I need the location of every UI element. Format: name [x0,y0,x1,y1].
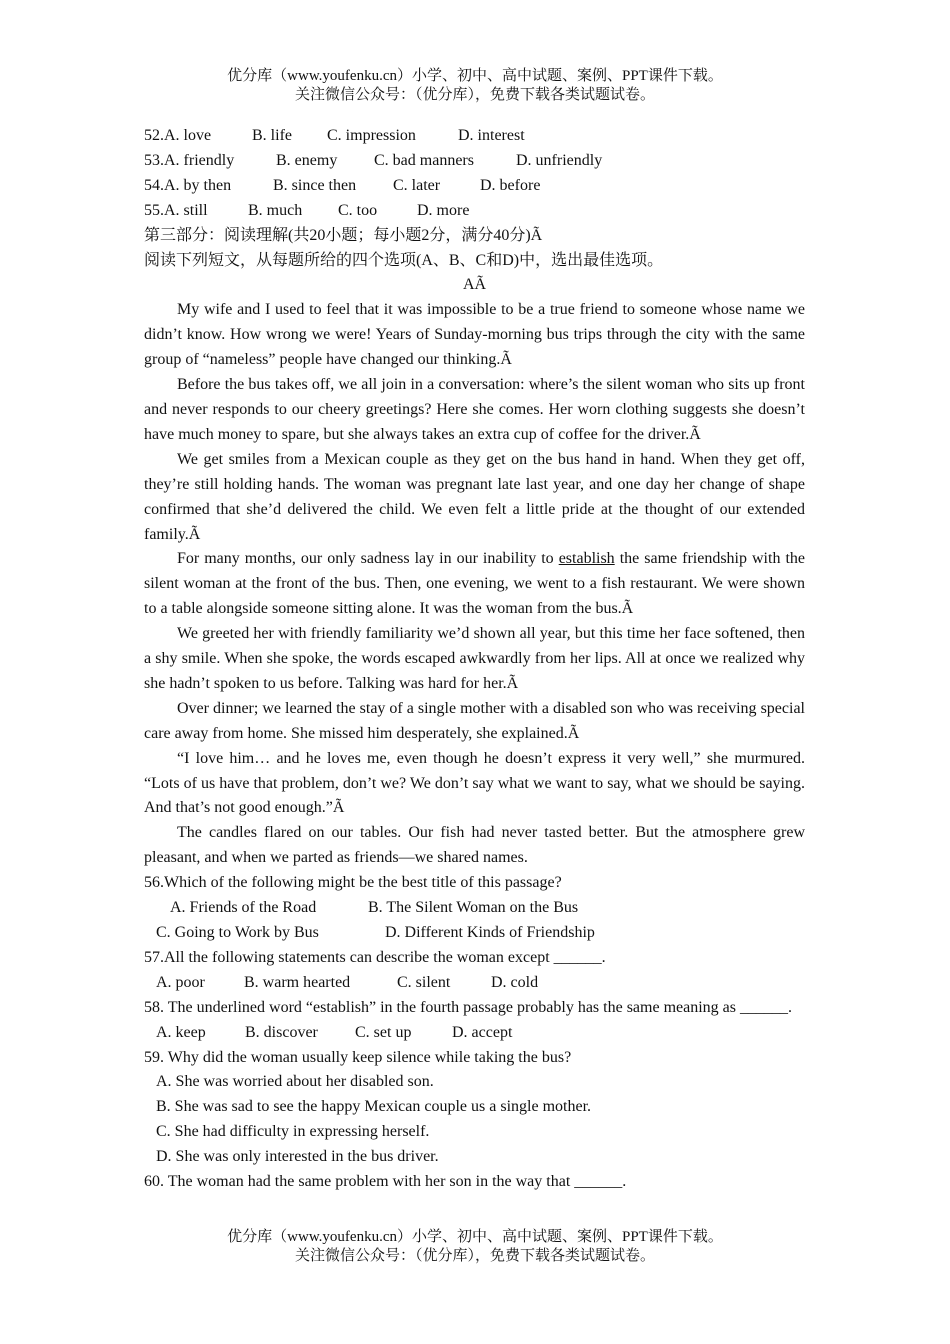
option-a: A. Friends of the Road [170,899,317,917]
question-57-stem: 57.All the following statements can describe the woman except ______. [144,948,606,966]
question-56-options-row-2 [144,921,805,946]
cloze-question-52 [144,124,805,149]
option-d: D. more [417,201,470,219]
footer-line-2: 关注微信公众号：（优分库），免费下载各类试题试卷。 [294,1248,655,1264]
option-c: C. later [393,176,441,194]
option-b: B. warm hearted [244,973,351,991]
question-58-options [144,1021,805,1046]
section-title: 第三部分：阅读理解(共20小题；每小题2分，满分40分)Ã [144,226,543,244]
option-b: B. life [252,127,292,144]
option-b: B. since then [273,176,357,194]
option-d: D. Different Kinds of Friendship [385,924,595,941]
option-a: A. still [164,201,208,219]
page-header [0,67,950,105]
cloze-question-54 [144,174,805,199]
option-c: C. impression [327,127,416,144]
question-60-stem: 60. The woman had the same problem with her son in the way that ______. [144,1173,627,1191]
question-number: 55. [144,201,164,219]
passage-label: AÃ [462,276,487,294]
header-line-1: 优分库（www.youfenku.cn）小学、初中、高中试题、案例、PPT课件下载。 [227,68,723,84]
paragraph-text: the same friendship with the silent woman at the front of the bus. Then, one evening, we went to a fish restaurant. We were shown to a table alongside someone sitting alone. It was the woman from the bus.Ã [144,550,805,618]
option-a: A. friendly [164,151,235,169]
header-line-2: 关注微信公众号：（优分库），免费下载各类试题试卷。 [294,87,655,103]
passage-paragraph-4 [144,547,805,622]
option-a: A. poor [156,973,205,991]
question-59-option-b: B. She was sad to see the happy Mexican couple us a single mother. [156,1098,592,1116]
option-b: B. much [248,201,303,219]
option-d: D. unfriendly [516,151,603,169]
question-56-options-row-1 [144,896,805,921]
option-a: A. keep [156,1023,206,1041]
page-footer [0,1228,950,1266]
option-c: C. Going to Work by Bus [156,924,319,941]
option-a: A. by then [164,176,232,194]
passage-paragraph-7: “I love him… and he loves me, even though he doesn’t express it very well,” she murmured. “Lots of us have that problem, don’t we? We don’t say what we want to say, what we should be saying. And that’s not good enough.”Ã [144,749,805,817]
question-59-stem: 59. Why did the woman usually keep silence while taking the bus? [144,1048,572,1066]
paragraph-text: For many months, our only sadness lay in our inability to [177,550,559,568]
underlined-word: establish [558,550,615,568]
passage-paragraph-8: The candles flared on our tables. Our fish had never tasted better. But the atmosphere grew pleasant, and when we parted as friends—we shared names. [144,824,805,867]
option-b: B. discover [245,1023,318,1041]
option-c: C. bad manners [374,151,474,169]
option-d: D. cold [491,973,539,991]
question-number: 52. [144,127,164,144]
option-b: B. enemy [276,151,338,169]
question-59-option-a: A. She was worried about her disabled son. [156,1073,434,1091]
section-instructions: 阅读下列短文，从每题所给的四个选项(A、B、C和D)中，选出最佳选项。 [144,251,664,269]
question-58-stem: 58. The underlined word “establish” in the fourth passage probably has the same meaning as ______. [144,998,792,1016]
question-56-stem: 56.Which of the following might be the best title of this passage? [144,874,562,892]
document-body [144,124,805,1195]
passage-paragraph-6: Over dinner; we learned the stay of a single mother with a disabled son who was receiving special care away from home. She missed him desperately, she explained.Ã [144,699,805,742]
question-number: 54. [144,176,164,194]
passage-paragraph-1: My wife and I used to feel that it was impossible to be a true friend to someone whose name we didn’t know. How wrong we were! Years of Sunday-morning bus trips through the city with the same group of “nameless” people have changed our thinking.Ã [144,301,805,369]
passage-paragraph-5: We greeted her with friendly familiarity we’d shown all year, but this time her face softened, then a shy smile. When she spoke, the words escaped awkwardly from her lips. All at once we realized why she hadn’t spoken to us before. Talking was hard for her.Ã [144,625,805,692]
cloze-question-53 [144,149,805,174]
option-d: D. before [480,176,541,194]
passage-paragraph-3: We get smiles from a Mexican couple as they get on the bus hand in hand. When they get off, they’re still holding hands. The woman was pregnant late last year, and one day her change of shape confirmed that she’d delivered the child. We even felt a little pride at the thought of our extended family.Ã [144,450,805,543]
passage-paragraph-2: Before the bus takes off, we all join in a conversation: where’s the silent woman who sits up front and never responds to our cheery greetings? Here she comes. Her worn clothing suggests she doesn’t have much money to spare, but she always takes an extra cup of coffee for the driver.Ã [144,376,805,443]
option-b: B. The Silent Woman on the Bus [368,899,579,917]
option-a: A. love [164,127,212,144]
question-59-option-c: C. She had difficulty in expressing herself. [156,1123,430,1141]
option-d: D. interest [458,127,525,144]
option-c: C. too [338,201,378,219]
question-59-option-d: D. She was only interested in the bus driver. [156,1148,439,1166]
option-c: C. silent [397,973,451,991]
option-d: D. accept [452,1023,513,1041]
question-57-options [144,971,805,996]
cloze-question-55 [144,199,805,224]
option-c: C. set up [355,1023,412,1041]
footer-line-1: 优分库（www.youfenku.cn）小学、初中、高中试题、案例、PPT课件下载。 [227,1229,723,1245]
question-number: 53. [144,151,164,169]
